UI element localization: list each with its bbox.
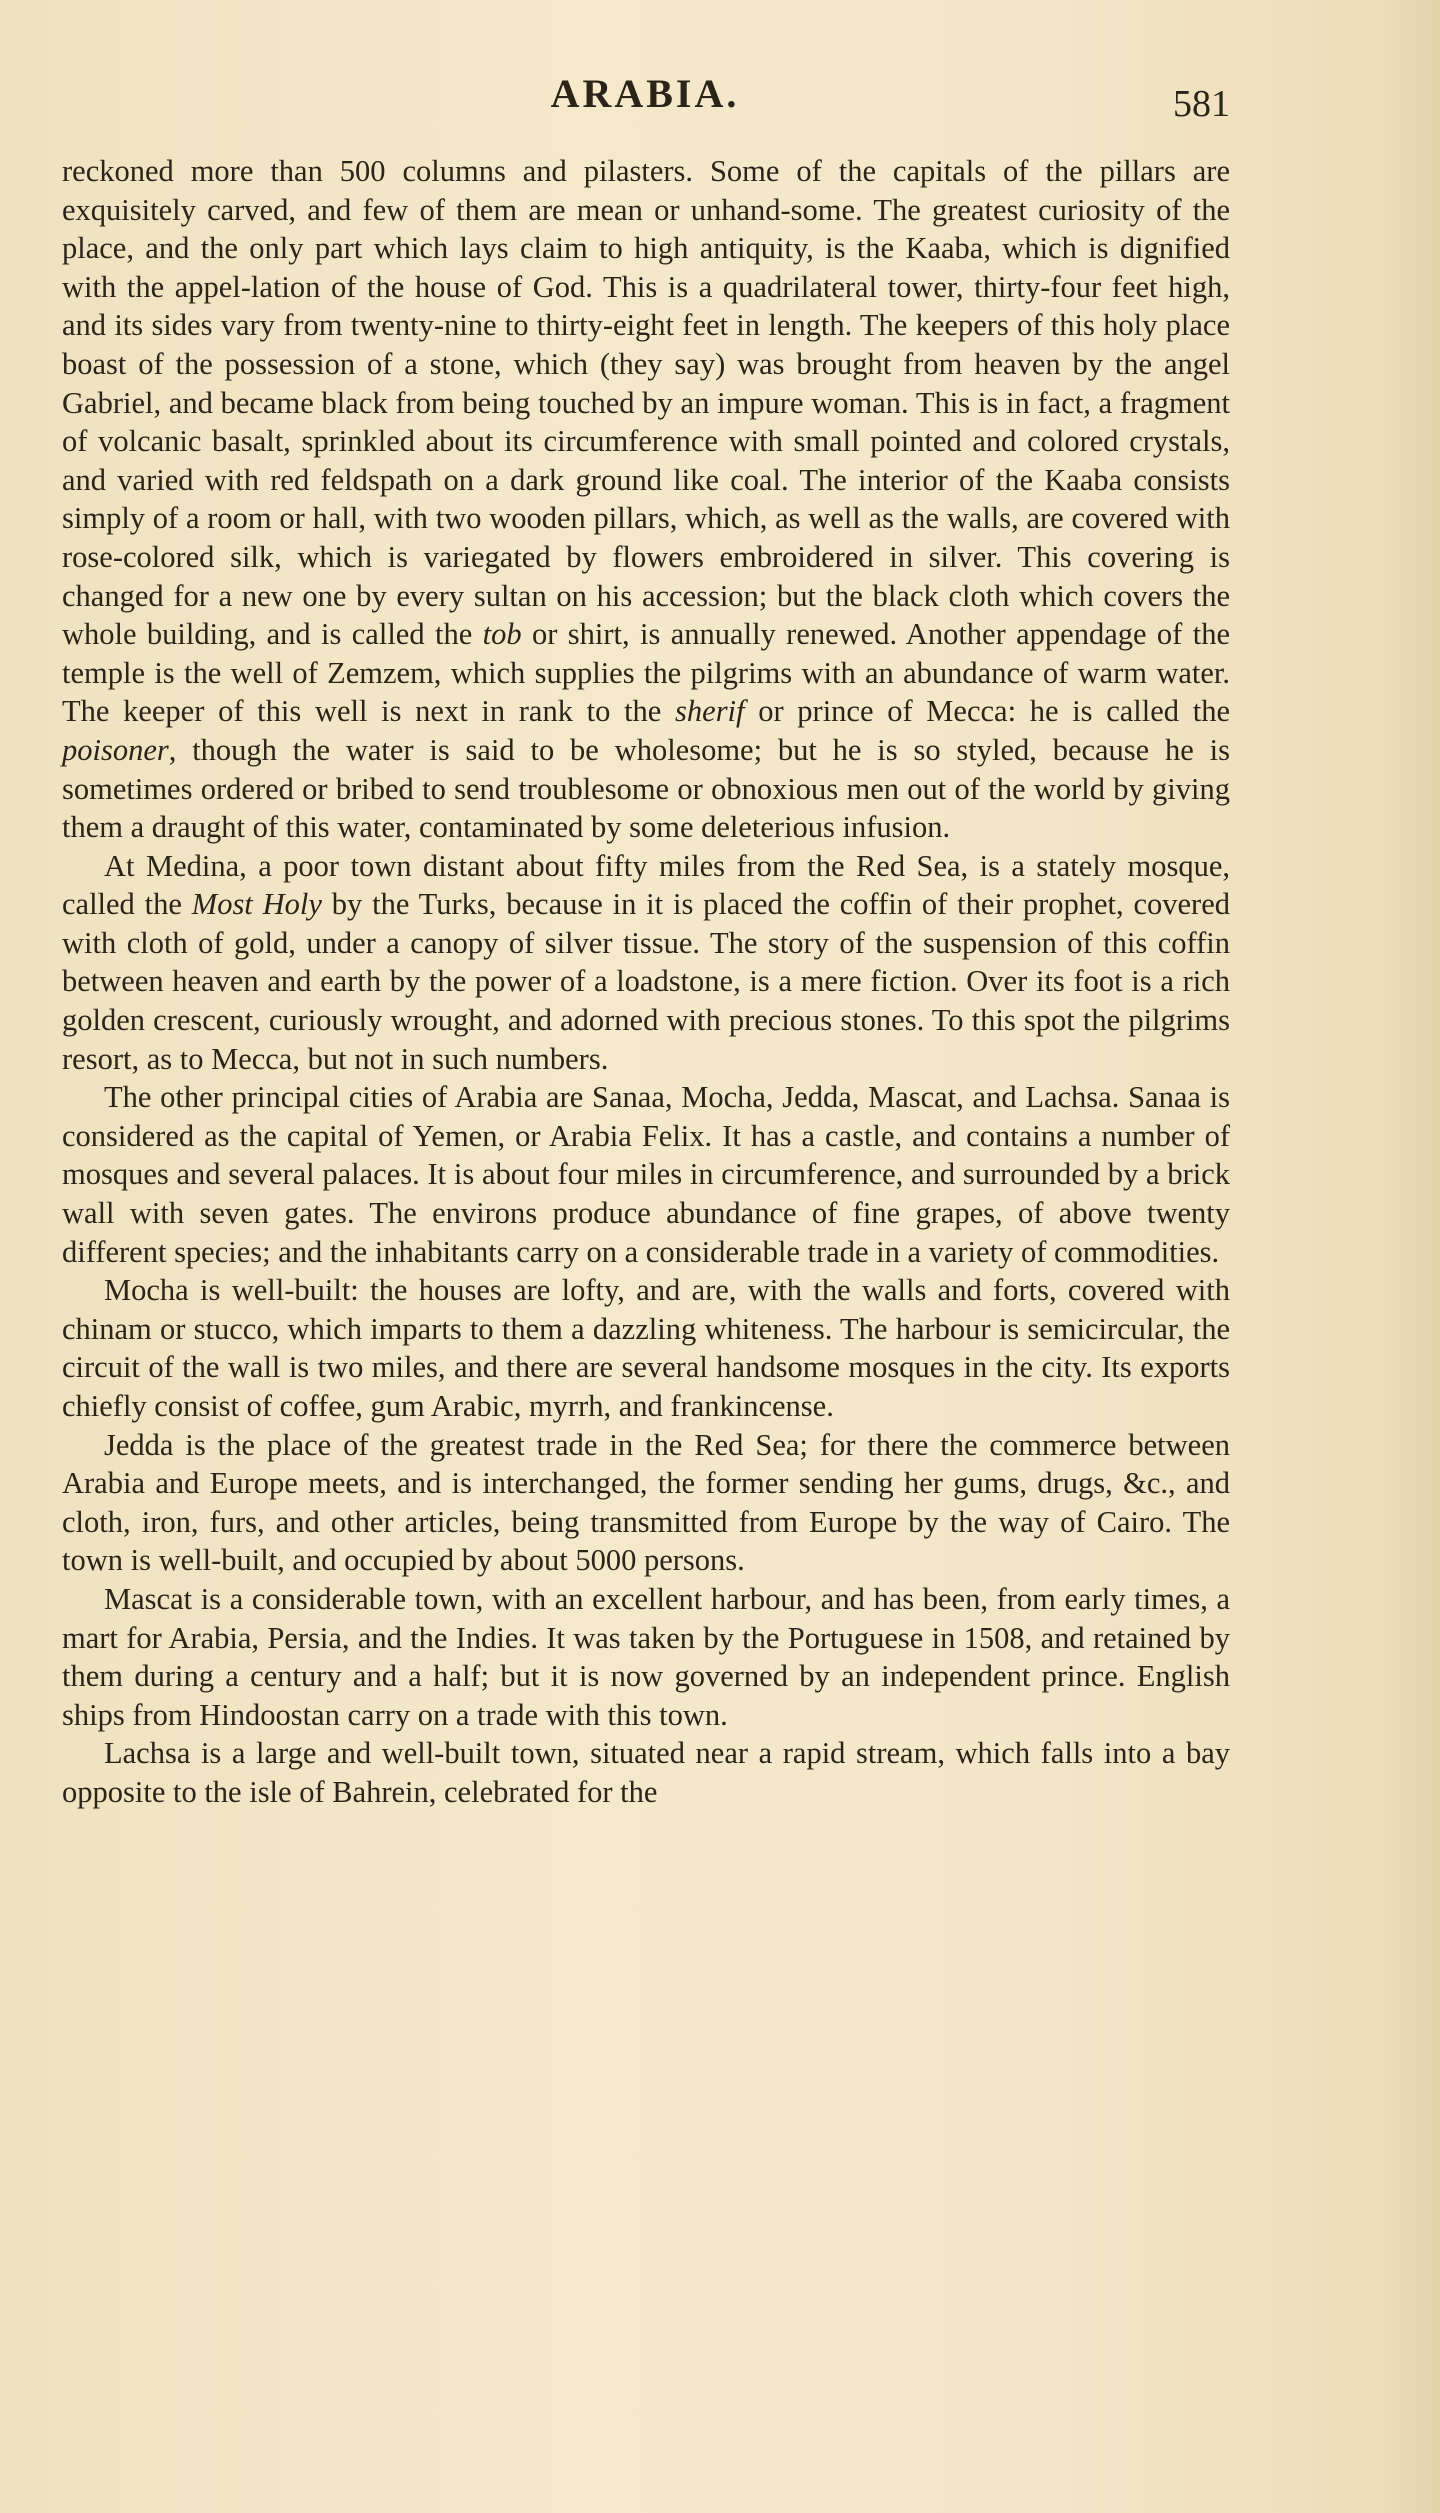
page-header: [60, 70, 1230, 130]
paragraph-mascat: Mascat is a considerable town, with an excellent harbour, and has been, from early times, a mart for Arabia, Persia, and the Indies. It was taken by the Portuguese in 1508, and retained by them during a century and a half; but it is now governed by an independent prince. English ships from Hindoostan carry on a trade with this town.: [62, 1581, 1230, 1732]
text-run: reckoned more than 500 columns and pilasters. Some of the capitals of the pillars are exquisitely carved, and few of them are mean or unhand-some. The greatest curiosity of the place, and the only part which lays claim to high antiquity, is the Kaaba, which is dignified with the appel-lation of the house of God. This is a quadrilateral tower, thirty-four feet high, and its sides vary from twenty-nine to thirty-eight feet in length. The keepers of this holy place boast of the possession of a stone, which (they say) was brought from heaven by the angel Gabriel, and became black from being touched by an impure woman. This is in fact, a fragment of volcanic basalt, sprinkled about its circumference with small pointed and colored crystals, and varied with red feldspath on a dark ground like coal. The interior of the Kaaba consists simply of a room or hall, with two wooden pillars, which, as well as the walls, are covered with rose-colored silk, which is variegated by flowers embroidered in silver. This covering is changed for a new one by every sultan on his accession; but the black cloth which covers the whole building, and is called the: [62, 154, 1230, 652]
text-run: At Medina, a poor town distant about fifty miles from the Red Sea, is a stately mosque, called the: [62, 848, 1230, 922]
paragraph-sanaa: The other principal cities of Arabia are Sanaa, Mocha, Jedda, Mascat, and Lachsa. Sanaa is considered as the capital of Yemen, or Arabia Felix. It has a castle, and contains a number of mosques and several palaces. It is about four miles in circumference, and surrounded by a brick wall with seven gates. The environs produce abundance of fine grapes, of above twenty different species; and the inhabitants carry on a considerable trade in a variety of commodities.: [62, 1080, 1230, 1269]
page-number: 581: [1173, 83, 1230, 125]
text-run: or prince of Mecca: he is called the: [744, 694, 1230, 729]
body-text: [62, 152, 1230, 1812]
italic-term-most-holy: Most Holy: [191, 887, 322, 922]
paragraph-lachsa: Lachsa is a large and well-built town, situated near a rapid stream, which falls into a bay opposite to the isle of Bahrein, celebrated for the: [62, 1736, 1230, 1809]
page-edge-shading: [1380, 0, 1440, 2513]
running-head: ARABIA.: [550, 71, 740, 116]
paragraph-medina: [62, 847, 1230, 1079]
text-run: , though the water is said to be wholesome; but he is so styled, because he is sometimes ordered or bribed to send troublesome or obnoxious men out of the world by giving them a draught of this water, contaminated by some deleterious infusion.: [62, 732, 1230, 845]
text-run: by the Turks, because in it is placed the coffin of their prophet, covered with cloth of gold, under a canopy of silver tissue. The story of the suspension of this coffin between heaven and earth by the power of a loadstone, is a mere fiction. Over its foot is a rich golden crescent, curiously wrought, and adorned with precious stones. To this spot the pilgrims resort, as to Mecca, but not in such numbers.: [62, 887, 1230, 1076]
paragraph-kaaba: [62, 152, 1230, 847]
text-run: or shirt, is annually renewed. Another appendage of the temple is the well of Zemzem, which supplies the pilgrims with an abundance of warm water. The keeper of this well is next in rank to the: [62, 617, 1230, 729]
paragraph-jedda: Jedda is the place of the greatest trade in the Red Sea; for there the commerce between Arabia and Europe meets, and is interchanged, the former sending her gums, drugs, &c., and cloth, iron, furs, and other articles, being transmitted from Europe by the way of Cairo. The town is well-built, and occupied by about 5000 persons.: [62, 1427, 1230, 1578]
paragraph-mocha: Mocha is well-built: the houses are lofty, and are, with the walls and forts, covered with chinam or stucco, which imparts to them a dazzling whiteness. The harbour is semicircular, the circuit of the wall is two miles, and there are several handsome mosques in the city. Its exports chiefly consist of coffee, gum Arabic, myrrh, and frankincense.: [62, 1273, 1230, 1423]
italic-term-sherif: sherif: [675, 694, 745, 729]
italic-term-poisoner: poisoner: [62, 732, 169, 767]
italic-term-tob: tob: [482, 617, 522, 652]
